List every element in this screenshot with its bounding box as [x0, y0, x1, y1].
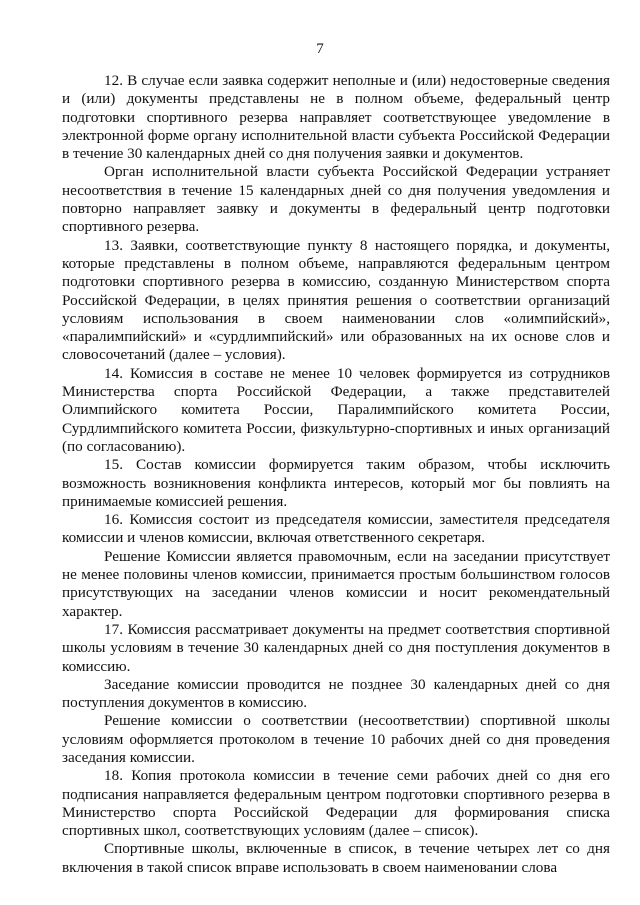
paragraph-13: 13. Заявки, соответствующие пункту 8 настоящего порядка, и документы, которые представлены в полном объеме, направляются федеральным центром подготовки спортивного резерва в комиссию, созданную Министерством спорта Российской Федерации, в целях принятия решения о соответствии организаций условиям использования в своем наименовании слов «олимпийский», «паралимпийский» и «сурдлимпийский» или образованных на их основе слов и словосочетаний (далее – условия). [62, 236, 610, 364]
paragraph-14: 14. Комиссия в составе не менее 10 человек формируется из сотрудников Министерства спорта Российской Федерации, а также представителей Олимпийского комитета России, Паралимпийского комитета России, Сурдлимпийского комитета России, физкультурно-спортивных и иных организаций (по согласованию). [62, 364, 610, 455]
paragraph-17-decision: Решение комиссии о соответствии (несоответствии) спортивной школы условиям оформляется протоколом в течение 10 рабочих дней со дня проведения заседания комиссии. [62, 712, 610, 766]
paragraph-16: 16. Комиссия состоит из председателя комиссии, заместителя председателя комиссии и членов комиссии, включая ответственного секретаря. [62, 511, 610, 547]
paragraph-15: 15. Состав комиссии формируется таким образом, чтобы исключить возможность возникновения конфликта интересов, который мог бы повлиять на принимаемые комиссией решения. [62, 456, 610, 510]
document-body [62, 72, 610, 877]
paragraph-17-meeting: Заседание комиссии проводится не позднее 30 календарных дней со дня поступления документов в комиссию. [62, 675, 610, 712]
paragraph-12: 12. В случае если заявка содержит неполные и (или) недостоверные сведения и (или) документы представлены не в полном объеме, федеральный центр подготовки спортивного резерва направляет соответствующее уведомление в электронной форме органу исполнительной власти субъекта Российской Федерации в течение 30 календарных дней со дня получения заявки и документов. [62, 72, 610, 163]
paragraph-16-decision: Решение Комиссии является правомочным, если на заседании присутствует не менее половины членов комиссии, принимается простым большинством голосов присутствующих на заседании членов комиссии и носит рекомендательный характер. [62, 547, 610, 620]
paragraph-18-continuation: Спортивные школы, включенные в список, в течение четырех лет со дня включения в такой список вправе использовать в своем наименовании слова [62, 840, 610, 876]
paragraph-12-continuation: Орган исполнительной власти субъекта Российской Федерации устраняет несоответствия в течение 15 календарных дней со дня получения уведомления и повторно направляет заявку и документы в федеральный центр подготовки спортивного резерва. [62, 163, 610, 236]
paragraph-18: 18. Копия протокола комиссии в течение семи рабочих дней со дня его подписания направляется федеральным центром подготовки спортивного резерва в Министерство спорта Российской Федерации для формирования списка спортивных школ, соответствующих условиям (далее – список). [62, 767, 610, 840]
page-number: 7 [316, 41, 324, 57]
paragraph-17: 17. Комиссия рассматривает документы на предмет соответствия спортивной школы условиям в течение 30 календарных дней со дня поступления документов в комиссию. [62, 620, 610, 675]
